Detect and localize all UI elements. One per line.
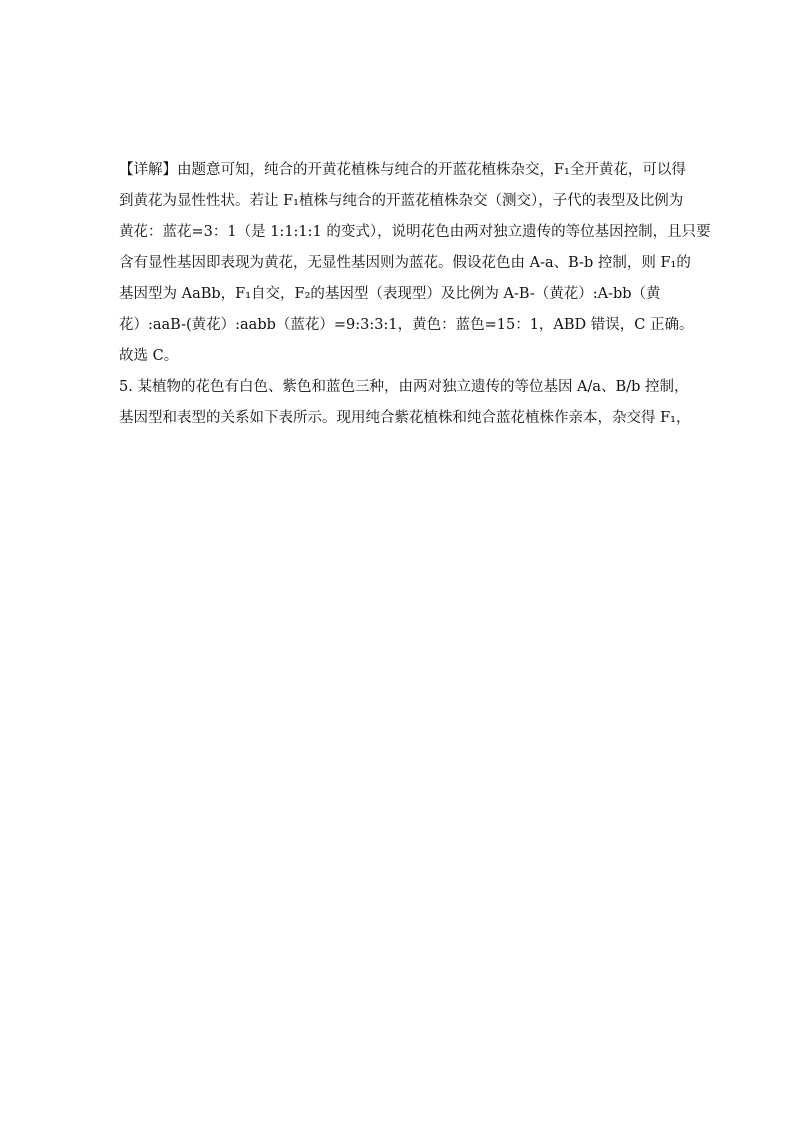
detail-1-line-4: 含有显性基因即表现为黄花，无显性基因则为蓝花。假设花色由 A-a、B-b 控制，则 F₁的 (119, 255, 691, 271)
detail-1-line-6: 花）:aaB-(黄花）:aabb（蓝花）=9:3:3:1，黄色：蓝色=15：1，ABD 错误，C 正确。 (119, 317, 694, 333)
detail-1-line-7: 故选 C。 (119, 348, 179, 364)
detail-1-line-3: 黄花：蓝花=3：1（是 1:1:1:1 的变式），说明花色由两对独立遗传的等位基因控制，且只要 (119, 224, 711, 240)
question-5-line-2: 基因型和表型的关系如下表所示。现用纯合紫花植株和纯合蓝花植株作亲本，杂交得 F₁， (119, 410, 691, 426)
detail-1-line-1: 【详解】由题意可知，纯合的开黄花植株与纯合的开蓝花植株杂交，F₁全开黄花，可以得 (119, 162, 686, 178)
detail-1-line-5: 基因型为 AaBb，F₁自交，F₂的基因型（表现型）及比例为 A-B-（黄花）:A-bb（黄 (119, 286, 661, 302)
question-5-line-1: 5. 某植物的花色有白色、紫色和蓝色三种，由两对独立遗传的等位基因 A/a、B/b 控制， (119, 379, 689, 395)
detail-1-line-2: 到黄花为显性性状。若让 F₁植株与纯合的开蓝花植株杂交（测交），子代的表型及比例为 (119, 193, 684, 209)
